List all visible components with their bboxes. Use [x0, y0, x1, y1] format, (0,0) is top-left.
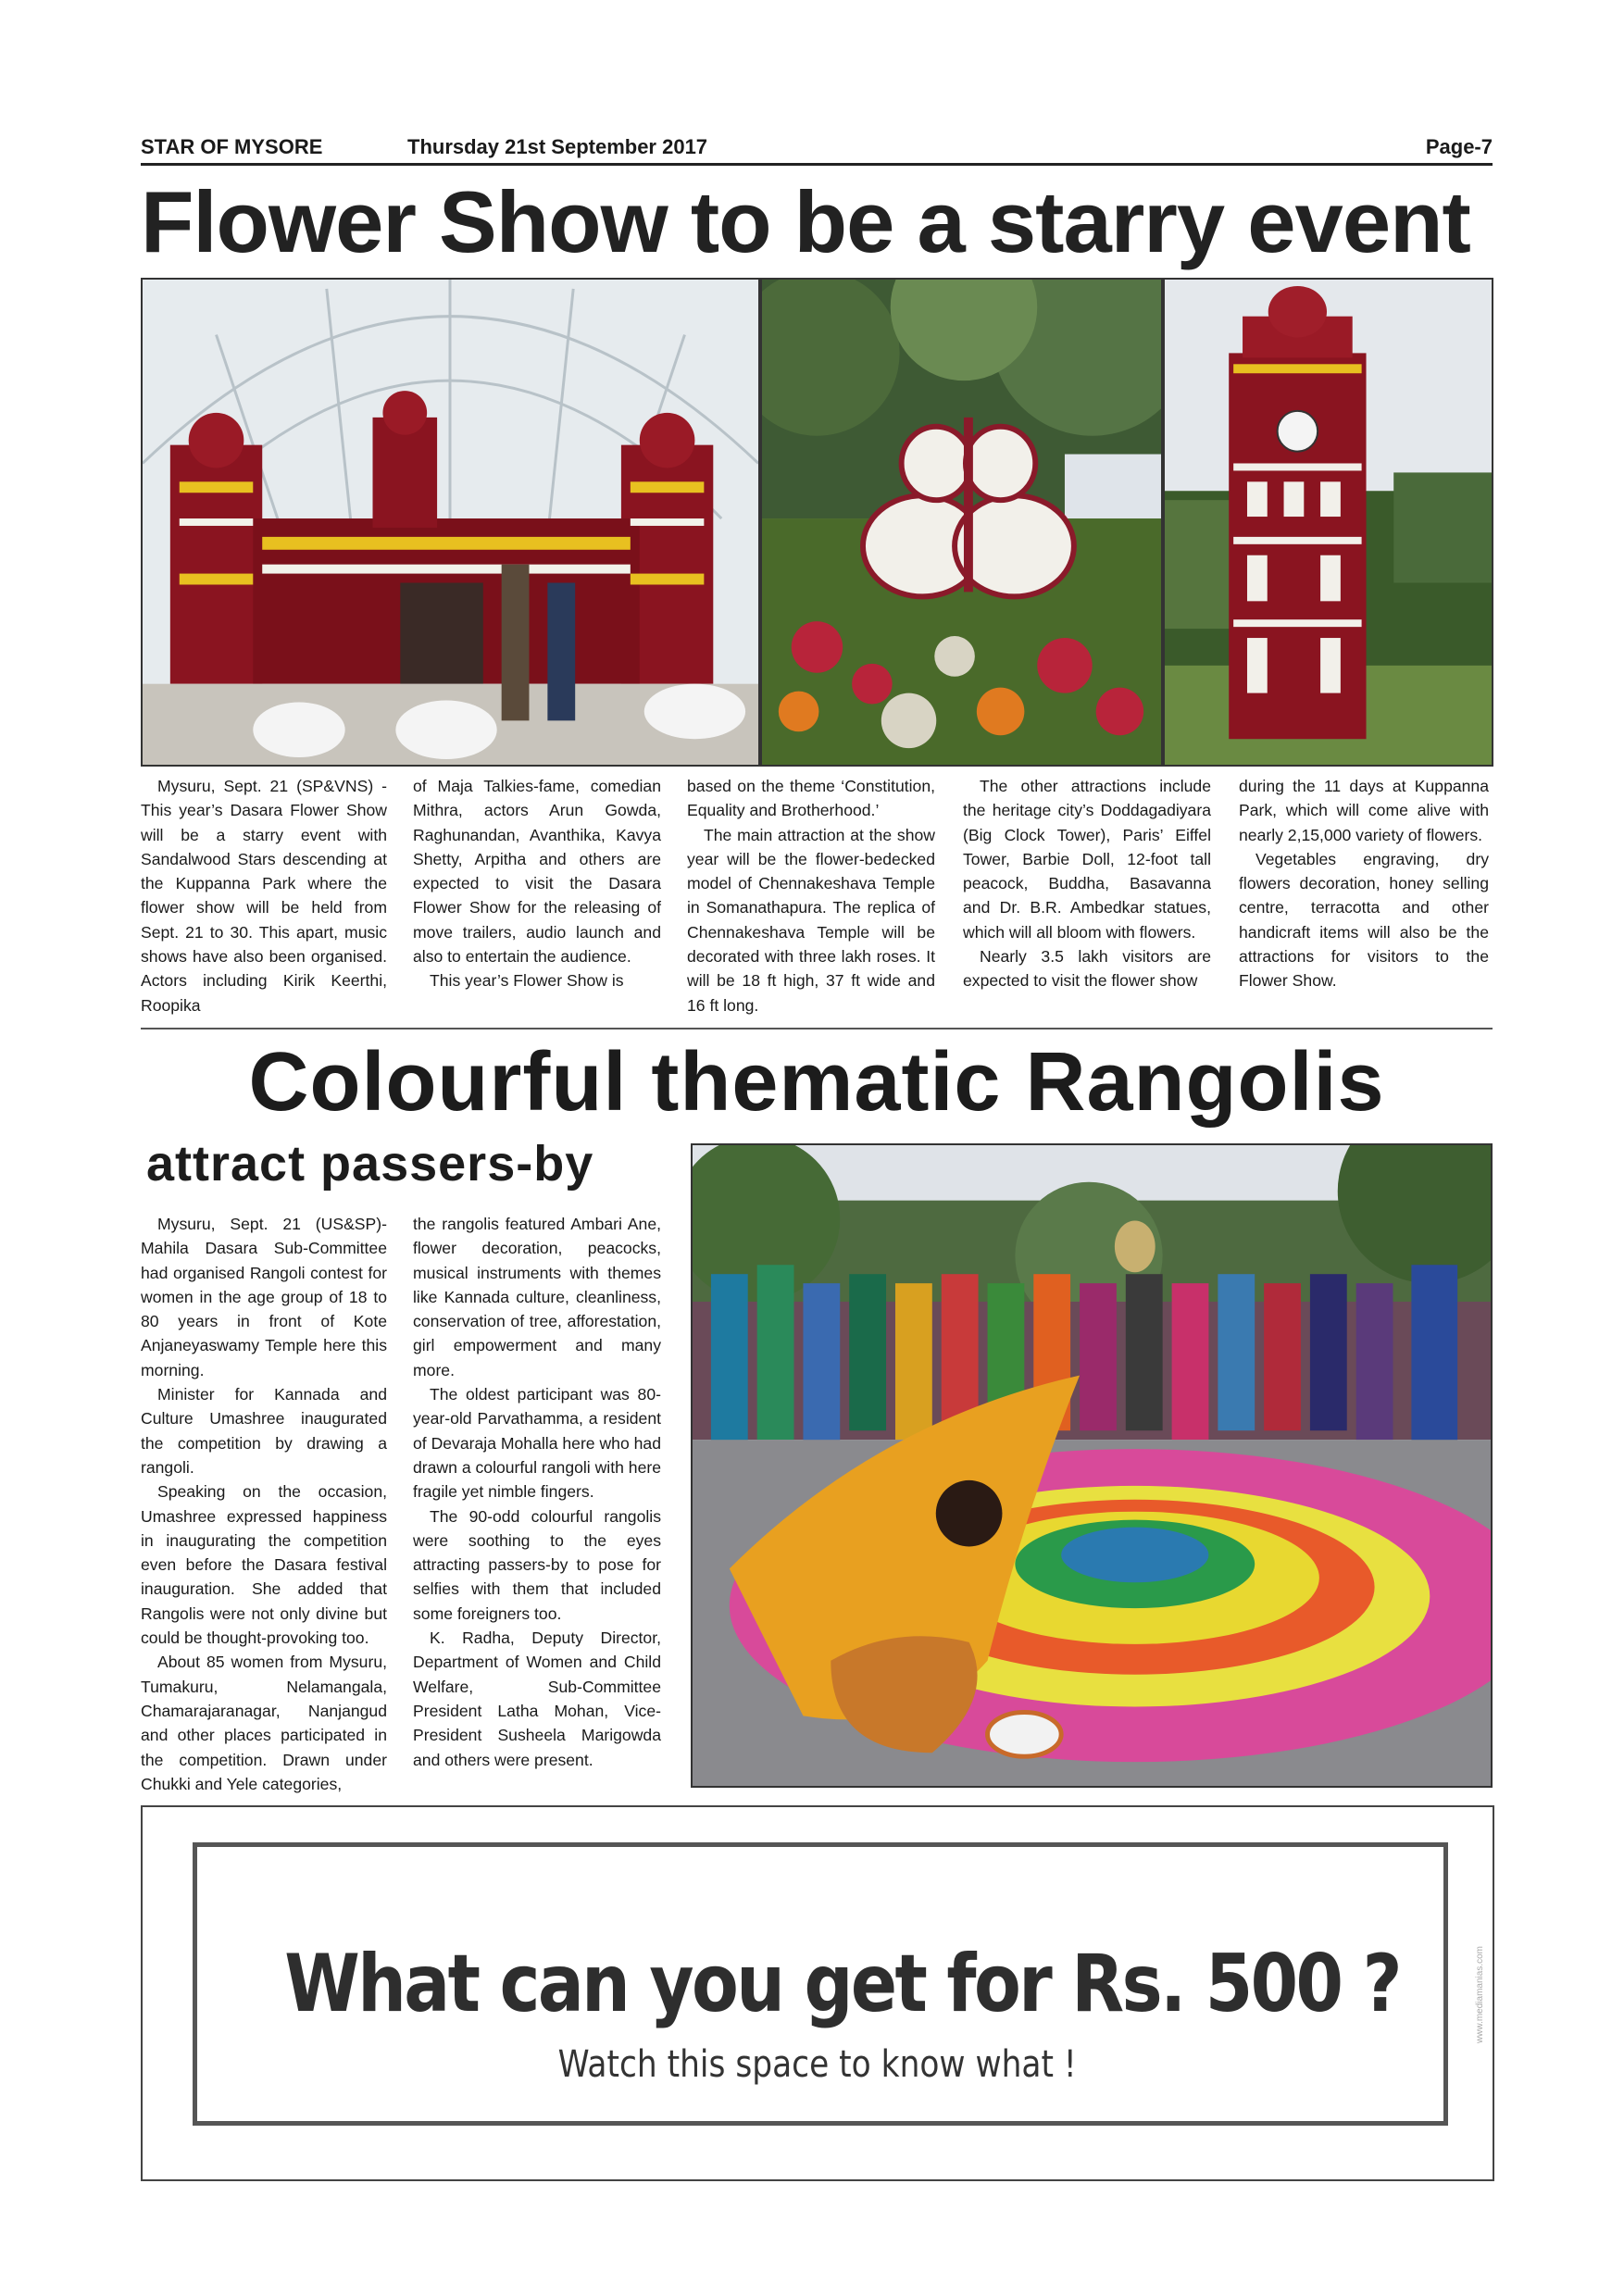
story2-subhead: attract passers-by	[146, 1136, 594, 1192]
story1-headline: Flower Show to be a starry event	[141, 173, 1470, 270]
story2-column-2	[413, 1212, 661, 1772]
advertisement-tagline-wrap	[143, 2037, 1493, 2092]
story1-paragraph: The main attraction at the show year will be the flower-bedecked model of Chennakeshava Temple in Somanathapura. The replica of Chennakeshava Temple will be decorated with three lakh roses. It will be 18 ft high, 37 ft wide and 16 ft long.	[687, 825, 935, 1015]
issue-date: Thursday 21st September 2017	[407, 135, 708, 158]
story1-column-4	[963, 774, 1211, 993]
story2-paragraph: Mysuru, Sept. 21 (US&SP)- Mahila Dasara Sub-Committee had organised Rangoli contest for women in the age group of 18 to 80 years in front of Kote Anjaneyaswamy Temple here this morning.	[141, 1215, 387, 1379]
story2-paragraph: The 90-odd colourful rangolis were soothing to the eyes attracting passers-by to pose for selfies with them that included some foreigners too.	[413, 1506, 661, 1623]
story1-column-3	[687, 774, 935, 1017]
header-rule	[141, 163, 1493, 166]
section-rule	[141, 1028, 1493, 1029]
story1-column-2	[413, 774, 661, 993]
masthead	[141, 135, 1493, 163]
story2-column-1	[141, 1212, 387, 1796]
story1-paragraph: during the 11 days at Kuppanna Park, which will come alive with nearly 2,15,000 variety of flowers.	[1239, 777, 1489, 844]
story1-paragraph: Mysuru, Sept. 21 (SP&VNS) - This year’s Dasara Flower Show will be a starry event with Sandalwood Stars descending at the Kuppanna Park where the flower show will be held from Sept. 21 to 30. This apart, music shows have also been organised. Actors including Kirik Keerthi, Roopika	[141, 777, 387, 1015]
story1-paragraph: The other attractions include the heritage city’s Doddagadiyara (Big Clock Tower), Paris’ Eiffel Tower, Barbie Doll, 12-foot tall peacock, Buddha, Basavanna and Dr. B.R. Ambedkar statues, which will all bloom with flowers.	[963, 777, 1211, 942]
advertisement-box	[141, 1805, 1494, 2181]
story2-paragraph: Speaking on the occasion, Umashree expressed happiness in inaugurating the competition even before the Dasara festival inauguration. She added that Rangolis were not only divine but could be thought-provoking too.	[141, 1482, 387, 1648]
story1-column-5	[1239, 774, 1489, 993]
story1-paragraph: Nearly 3.5 lakh visitors are expected to visit the flower show	[963, 947, 1211, 991]
story2-paragraph: K. Radha, Deputy Director, Department of Women and Child Welfare, Sub-Committee President Latha Mohan, Vice-President Susheela Marigowda and others were present.	[413, 1628, 661, 1769]
flower-clock-tower-photo	[1163, 278, 1493, 767]
story2-paragraph: Minister for Kannada and Culture Umashree inaugurated the competition by drawing a rangoli.	[141, 1385, 387, 1477]
advertisement-headline: What can you get for Rs. 500 ?	[284, 1938, 1400, 2030]
page-number: Page-7	[1425, 135, 1493, 158]
rangoli-photo	[691, 1143, 1493, 1788]
story1-paragraph: of Maja Talkies-fame, comedian Mithra, actors Arun Gowda, Raghunandan, Avanthika, Kavya Shetty, Arpitha and others are expected to visit the Dasara Flower Show for the releasing of move trailers, audio launch and also to entertain the audience.	[413, 777, 661, 967]
story1-paragraph: This year’s Flower Show is	[430, 971, 624, 991]
story2-headline: Colourful thematic Rangolis	[248, 1036, 1385, 1129]
story2-paragraph: The oldest participant was 80-year-old Parvathamma, a resident of Devaraja Mohalla here who had drawn a colourful rangoli with here fragile yet nimble fingers.	[413, 1385, 661, 1502]
story1-paragraph: based on the theme ‘Constitution, Equality and Brotherhood.’	[687, 777, 935, 820]
story1-paragraph: Vegetables engraving, dry flowers decoration, honey selling centre, terracotta and other handicraft items will also be the attractions for visitors to the Flower Show.	[1239, 849, 1489, 991]
story1-column-1	[141, 774, 387, 1017]
story2-paragraph: About 85 women from Mysuru, Tumakuru, Nelamangala, Chamarajaranagar, Nanjangud and other places participated in the competition. Drawn under Chukki and Yele categories,	[141, 1653, 387, 1793]
paper-name: STAR OF MYSORE	[141, 135, 323, 158]
flower-temple-photo	[141, 278, 760, 767]
story2-paragraph: the rangolis featured Ambari Ane, flower decoration, peacocks, musical instruments with themes like Kannada culture, cleanliness, conservation of tree, afforestation, girl empowerment and many more.	[413, 1215, 661, 1379]
advertisement-tagline: Watch this space to know what !	[543, 2037, 1093, 2092]
flower-butterfly-photo	[760, 278, 1163, 767]
advertisement-credit: www.mediamanias.com	[1475, 1946, 1485, 2044]
